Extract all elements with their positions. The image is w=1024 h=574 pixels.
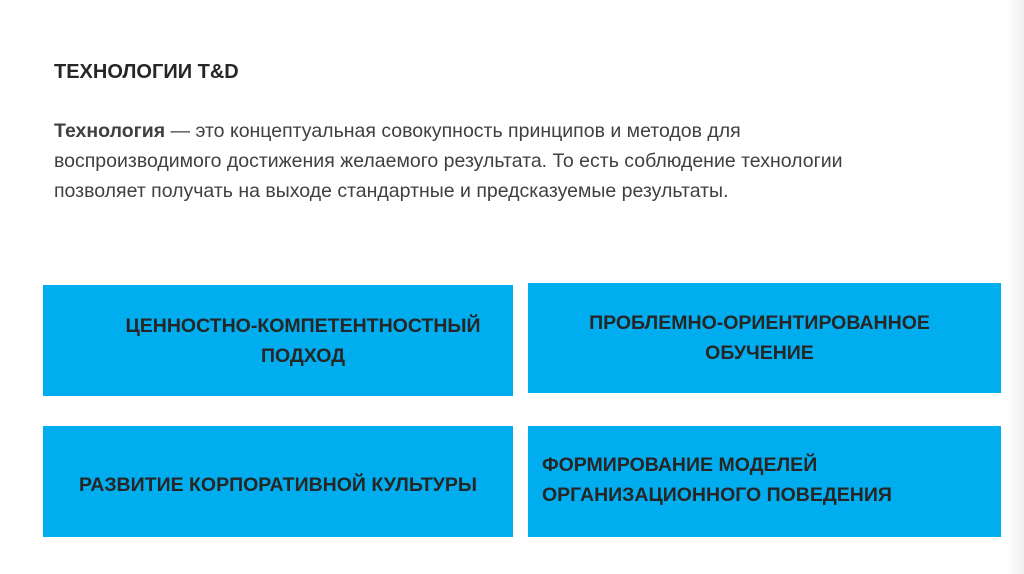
definition-term: Технология — [54, 120, 166, 142]
technology-box-value-competence — [43, 285, 513, 396]
slide-title: ТЕХНОЛОГИИ T&D — [54, 61, 239, 83]
technology-box-label: ПРОБЛЕМНО-ОРИЕНТИРОВАННОЕ ОБУЧЕНИЕ — [589, 312, 930, 364]
technology-box-problem-oriented — [528, 283, 1001, 393]
technology-box-label: ЦЕННОСТНО-КОМПЕТЕНТНОСТНЫЙ ПОДХОД — [125, 314, 481, 367]
technology-box-label: РАЗВИТИЕ КОРПОРАТИВНОЙ КУЛЬТУРЫ — [78, 473, 478, 496]
slide-edge-shadow — [1006, 0, 1024, 574]
technology-box-corporate-culture — [43, 426, 513, 537]
technology-box-behavior-models — [528, 426, 1001, 537]
definition-paragraph — [54, 116, 854, 206]
definition-text: — это концептуальная совокупность принципов и методов для воспроизводимого достижения желаемого результата. То есть соблюдение технологии позволяет получать на выходе стандартные и предсказуемые результаты. — [54, 120, 843, 202]
technology-box-label: ФОРМИРОВАНИЕ МОДЕЛЕЙ ОРГАНИЗАЦИОННОГО ПОВЕДЕНИЯ — [542, 453, 892, 506]
